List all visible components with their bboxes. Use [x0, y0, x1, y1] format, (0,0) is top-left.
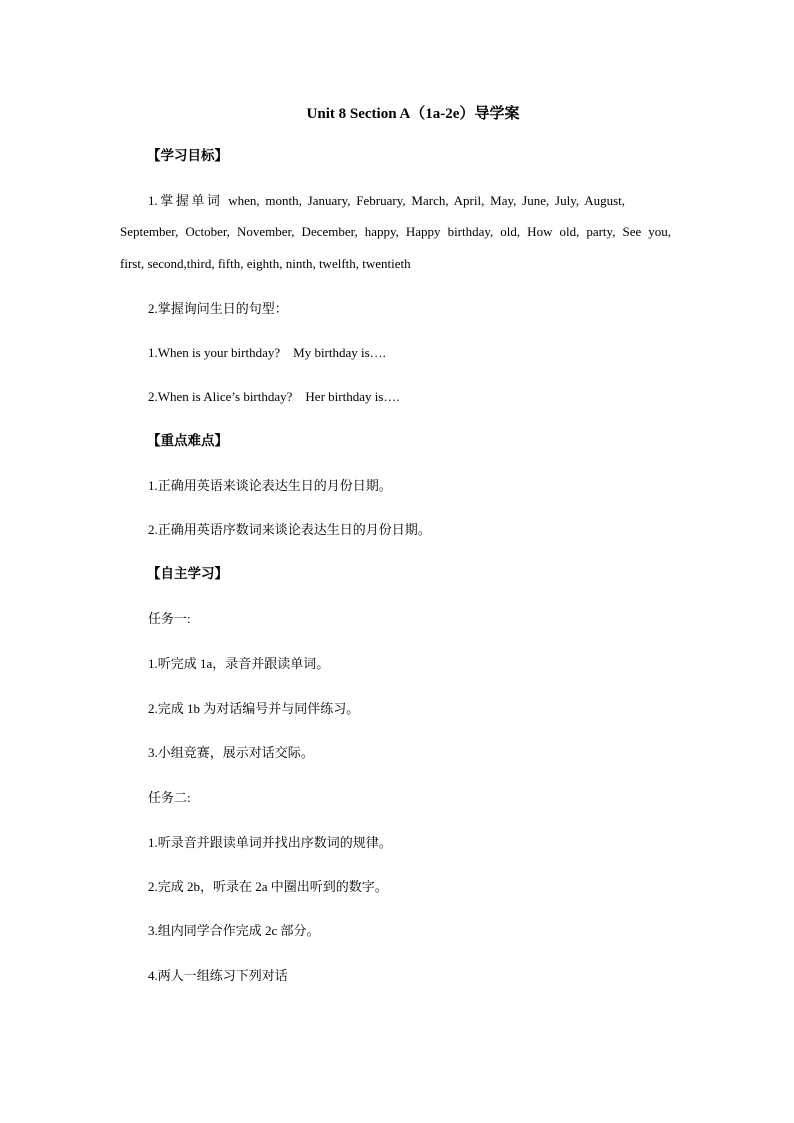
key-points-item2: 2.正确用英语序数词来谈论表达生日的月份日期。 — [148, 522, 431, 537]
goals-pattern2: 2.When is Alice’s birthday? Her birthday is…. — [148, 389, 400, 404]
goals-heading: 【学习目标】 — [147, 148, 228, 163]
key-points-heading: 【重点难点】 — [147, 433, 228, 448]
task2-label: 任务二: — [148, 790, 191, 805]
task2-item2: 2.完成 2b，听录在 2a 中圈出听到的数字。 — [148, 879, 388, 894]
goals-pattern1: 1.When is your birthday? My birthday is…. — [148, 345, 386, 360]
key-points-item1: 1.正确用英语来谈论表达生日的月份日期。 — [148, 478, 392, 493]
task2-item1: 1.听录音并跟读单词并找出序数词的规律。 — [148, 835, 392, 850]
task1-item3: 3.小组竞赛，展示对话交际。 — [148, 745, 314, 760]
task2-item3: 3.组内同学合作完成 2c 部分。 — [148, 923, 320, 938]
goals-item1-line2: September, October, November, December, happy, Happy birthday, old, How old, party, See you, — [120, 224, 671, 239]
task1-label: 任务一: — [148, 611, 191, 626]
task1-item1: 1.听完成 1a，录音并跟读单词。 — [148, 656, 330, 671]
task1-item2: 2.完成 1b 为对话编号并与同伴练习。 — [148, 701, 360, 716]
goals-item1-line3: first, second,third, fifth, eighth, ninth, twelfth, twentieth — [120, 256, 411, 271]
self-study-heading: 【自主学习】 — [147, 566, 228, 581]
goals-item1-line1: 1.掌握单词 when, month, January, February, March, April, May, June, July, August, — [148, 193, 625, 208]
document-title: Unit 8 Section A（1a-2e）导学案 — [306, 106, 520, 122]
task2-item4: 4.两人一组练习下列对话 — [148, 968, 288, 983]
goals-item2: 2.掌握询问生日的句型： — [148, 301, 288, 316]
